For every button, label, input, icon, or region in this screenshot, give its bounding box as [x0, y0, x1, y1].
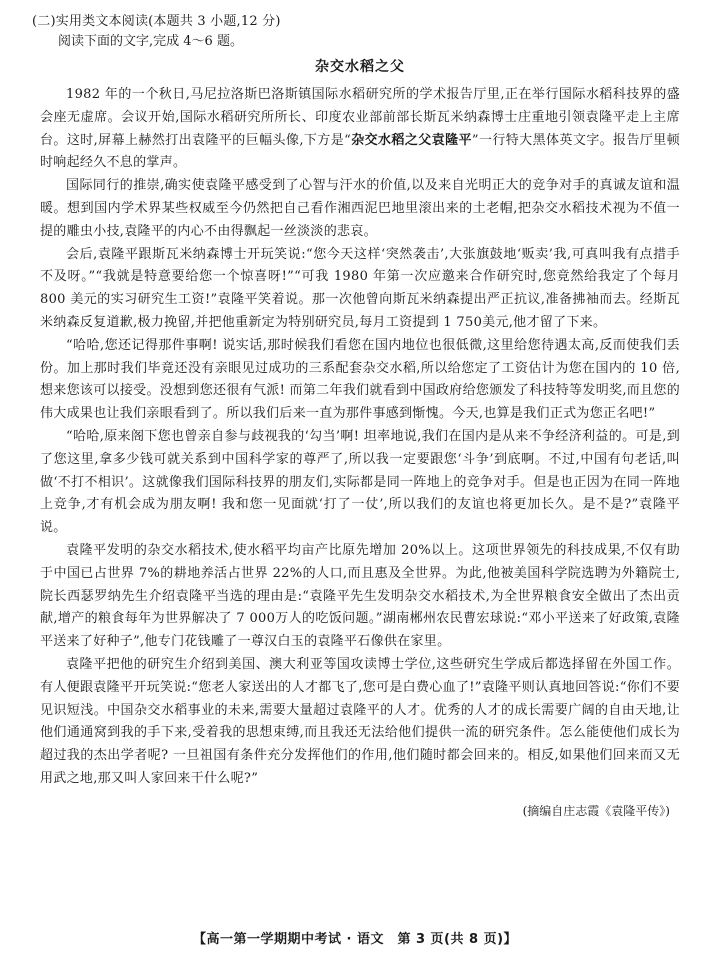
reading-instruction: 阅读下面的文字,完成 4～6 题。: [58, 34, 243, 49]
article-source: (摘编自庄志霞《袁隆平传》): [522, 803, 670, 818]
paragraph-6: 袁隆平发明的杂交水稻技术,使水稻平均亩产比原先增加 20%以上。这项世界领先的科技成果,不仅有助于中国已占世界 7%的耕地养活占世界 22%的人口,而且惠及全世界。为此,他被美国科学院选聘为外籍院士,院长西瑟罗纳先生介绍袁隆平当选的理由是:“袁隆平先生发明杂交水稻技术,为全世界粮食安全做出了杰出贡献,增产的粮食每年为世界解决了 7 000万人的吃饭问题。”湖南郴州农民曹宏球说:“邓小平送来了好政策,袁隆平送来了好种子”,他专门花钱雕了一尊汉白玉的袁隆平石像供在家里。: [40, 542, 680, 650]
paragraph-7: 袁隆平把他的研究生介绍到美国、澳大利亚等国攻读博士学位,这些研究生学成后都选择留在外国工作。有人便跟袁隆平开玩笑说:“您老人家送出的人才都飞了,您可是白费心血了!”袁隆平则认真地回答说:“你们不要见识短浅。中国杂交水稻事业的未来,需要大量超过袁隆平的人才。优秀的人才的成长需要广阔的自由天地,让他们通通窝到我的手下来,受着我的思想束缚,而且我还无法给他们提供一流的研究条件。怎么能使他们成长为超过我的杰出学者呢? 一旦祖国有条件充分发挥他们的作用,他们随时都会回来的。相反,如果他们回来而又无用武之地,那又叫人家回来干什么呢?”: [40, 656, 680, 786]
paragraph-5: “哈哈,原来阁下您也曾亲自参与歧视我的‘勾当’啊! 坦率地说,我们在国内是从来不争经济利益的。可是,到了您这里,拿多少钱可就关系到中国科学家的尊严了,所以我一定要跟您‘斗争’到底啊。不过,中国有句老话,叫做‘不打不相识’。这就像我们国际科技界的朋友们,实际都是同一阵地上的竞争对手。但是也正因为在同一阵地上竞争,才有机会成为朋友啊! 我和您一见面就‘打了一仗’,所以我们的友谊也将更加长久。是不是?”袁隆平说。: [40, 428, 680, 536]
paragraph-1: [40, 84, 680, 175]
article-title: 杂交水稻之父: [315, 59, 405, 75]
page-footer: 【高一第一学期期中考试 · 语文 第 3 页(共 8 页)】: [192, 932, 518, 947]
paragraph-1-text-a: 1982 年的一个秋日,马尼拉洛斯巴洛斯镇国际水稻研究所的学术报告厅里,正在举行国际水稻科技界的盛会座无虚席。会议开始,国际水稻研究所所长、印度农业部前部长斯瓦米纳森博士庄重地引领袁隆平走上主席台。这时,屏幕上赫然打出袁隆平的巨幅头像,下方是“: [40, 87, 680, 148]
paragraph-1-text-b: ”一行特大黑体英文字。报告厅里顿时响起经久不息的掌声。: [40, 132, 680, 171]
paragraph-2: 国际同行的推崇,确实使袁隆平感受到了心智与汗水的价值,以及来自光明正大的竞争对手的真诚友谊和温暖。想到国内学术界某些权威至今仍然把自己看作湘西泥巴地里滚出来的土老帽,把杂交水稻技术视为不值一提的雕虫小技,袁隆平的内心不由得飘起一丝淡淡的悲哀。: [40, 178, 680, 239]
paragraph-1-bold-text: 杂交水稻之父袁隆平: [351, 132, 472, 148]
paragraph-4: “哈哈,您还记得那件事啊! 说实话,那时候我们看您在国内地位也很低微,这里给您待遇太高,反而使我们丢份。加上那时我们毕竟还没有亲眼见过成功的三系配套杂交水稻,所以给您定了工资估计为您在国内的 10 倍,想来您该可以接受。没想到您还很有气派! 而第二年我们就看到中国政府给您颁发了科技特等发明奖,而且您的伟大成果也让我们亲眼看到了。所以我们后来一直为那件事感到惭愧。今天,也算是我们正式为您正名吧!”: [40, 337, 680, 422]
paragraph-3: 会后,袁隆平跟斯瓦米纳森博士开玩笑说:“您今天这样‘突然袭击’,大张旗鼓地‘贩卖’我,可真叫我有点措手不及呀。”“我就是特意要给您一个惊喜呀!”“可我 1980 年第一次应邀来合作研究时,您竟然给我定了个每月 800 美元的实习研究生工资!”袁隆平笑着说。那一次他曾向斯瓦米纳森提出严正抗议,准备拂袖而去。经斯瓦米纳森反复道歉,极力挽留,并把他重新定为特别研究员,每月工资提到 1 750美元,他才留了下来。: [40, 246, 680, 330]
section-heading: (二)实用类文本阅读(本题共 3 小题,12 分): [32, 14, 281, 29]
